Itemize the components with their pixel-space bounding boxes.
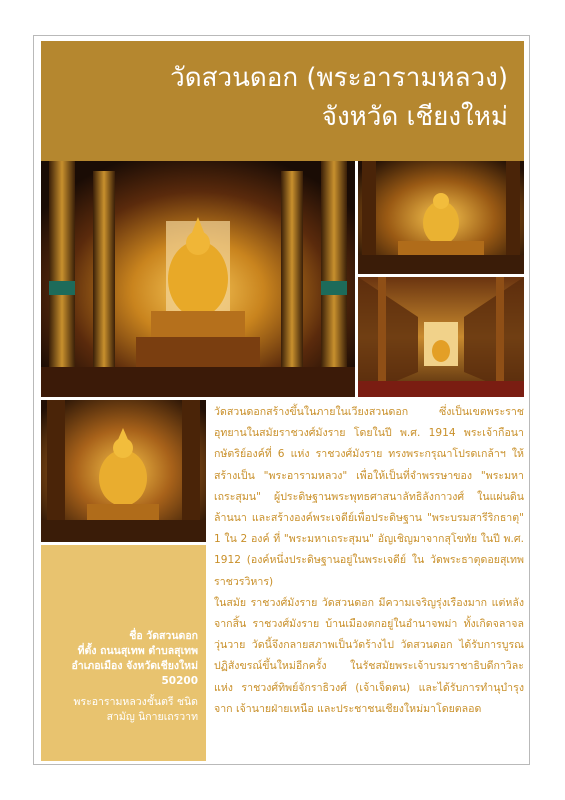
temple-rank-line: สามัญ นิกายเถรวาท bbox=[106, 711, 198, 723]
altar-photo bbox=[358, 161, 524, 274]
address-line: ที่ตั้ง ถนนสุเทพ ตำบลสุเทพ bbox=[77, 645, 198, 657]
address-block bbox=[72, 629, 199, 689]
title-banner bbox=[41, 41, 524, 161]
buddha-statue-photo bbox=[41, 400, 206, 542]
history-text bbox=[214, 402, 524, 720]
history-paragraph: ในสมัย ราชวงศ์มังราย วัดสวนดอก มีความเจริญรุ่งเรืองมาก แต่หลังจากสิ้น ราชวงศ์มังราย บ้านเมืองตกอยู่ในอำนาจพม่า ทั้งเกิดจลาจลวุ่นวาย วัดนี้จึงกลายสภาพเป็นวัดร้างไป วัดสวนดอก ได้รับการบูรณปฏิสังขรณ์ขึ้นใหม่อีกครั้ง ในรัชสมัยพระเจ้าบรมราชาธิบดีกาวิละ แห่ง ราชวงศ์ทิพย์จักราธิวงศ์ (เจ้าเจ็ดตน) และได้รับการทำนุบำรุงจาก เจ้านายฝ่ายเหนือ และประชาชนเชียงใหม่มาโดยตลอด bbox=[214, 596, 524, 715]
temple-hall-photo bbox=[358, 277, 524, 397]
info-sidebar bbox=[41, 545, 206, 761]
address-line: 50200 bbox=[161, 675, 198, 687]
history-paragraph: วัดสวนดอกสร้างขึ้นในภายในเวียงสวนดอก ซึ่งเป็นเขตพระราชอุทยานในสมัยราชวงศ์มังราย โดยในปี พ.ศ. 1914 พระเจ้ากือนา กษัตริย์องค์ที่ 6 แห่ง ราชวงศ์มังราย ทรงพระกรุณาโปรดเกล้าฯ ให้สร้างเป็น "พระอารามหลวง" เพื่อให้เป็นที่จำพรรษาของ "พระมหาเถระสุมน" ผู้ประดิษฐานพระพุทธศาสนาลัทธิลังกาวงศ์ ในแผ่นดินล้านนา และสร้างองค์พระเจดีย์เพื่อประดิษฐาน "พระบรมสารีริกธาตุ" 1 ใน 2 องค์ ที่ "พระมหาเถระสุมน" อัญเชิญมาจากสุโขทัย ในปี พ.ศ. 1912 (องค์หนึ่งประดิษฐานอยู่ในพระเจดีย์ ใน วัดพระธาตุดอยสุเทพราชวรวิหาร) bbox=[214, 406, 524, 588]
page-subtitle: จังหวัด เชียงใหม่ bbox=[321, 102, 508, 132]
main-hall-photo bbox=[41, 161, 355, 397]
temple-rank-line: พระอารามหลวงชั้นตรี ชนิด bbox=[73, 696, 198, 708]
address-line: ชื่อ วัดสวนดอก bbox=[129, 630, 198, 642]
page-title: วัดสวนดอก (พระอารามหลวง) bbox=[170, 63, 508, 93]
temple-rank-block bbox=[74, 695, 198, 725]
address-line: อำเภอเมือง จังหวัดเชียงใหม่ bbox=[71, 660, 198, 672]
